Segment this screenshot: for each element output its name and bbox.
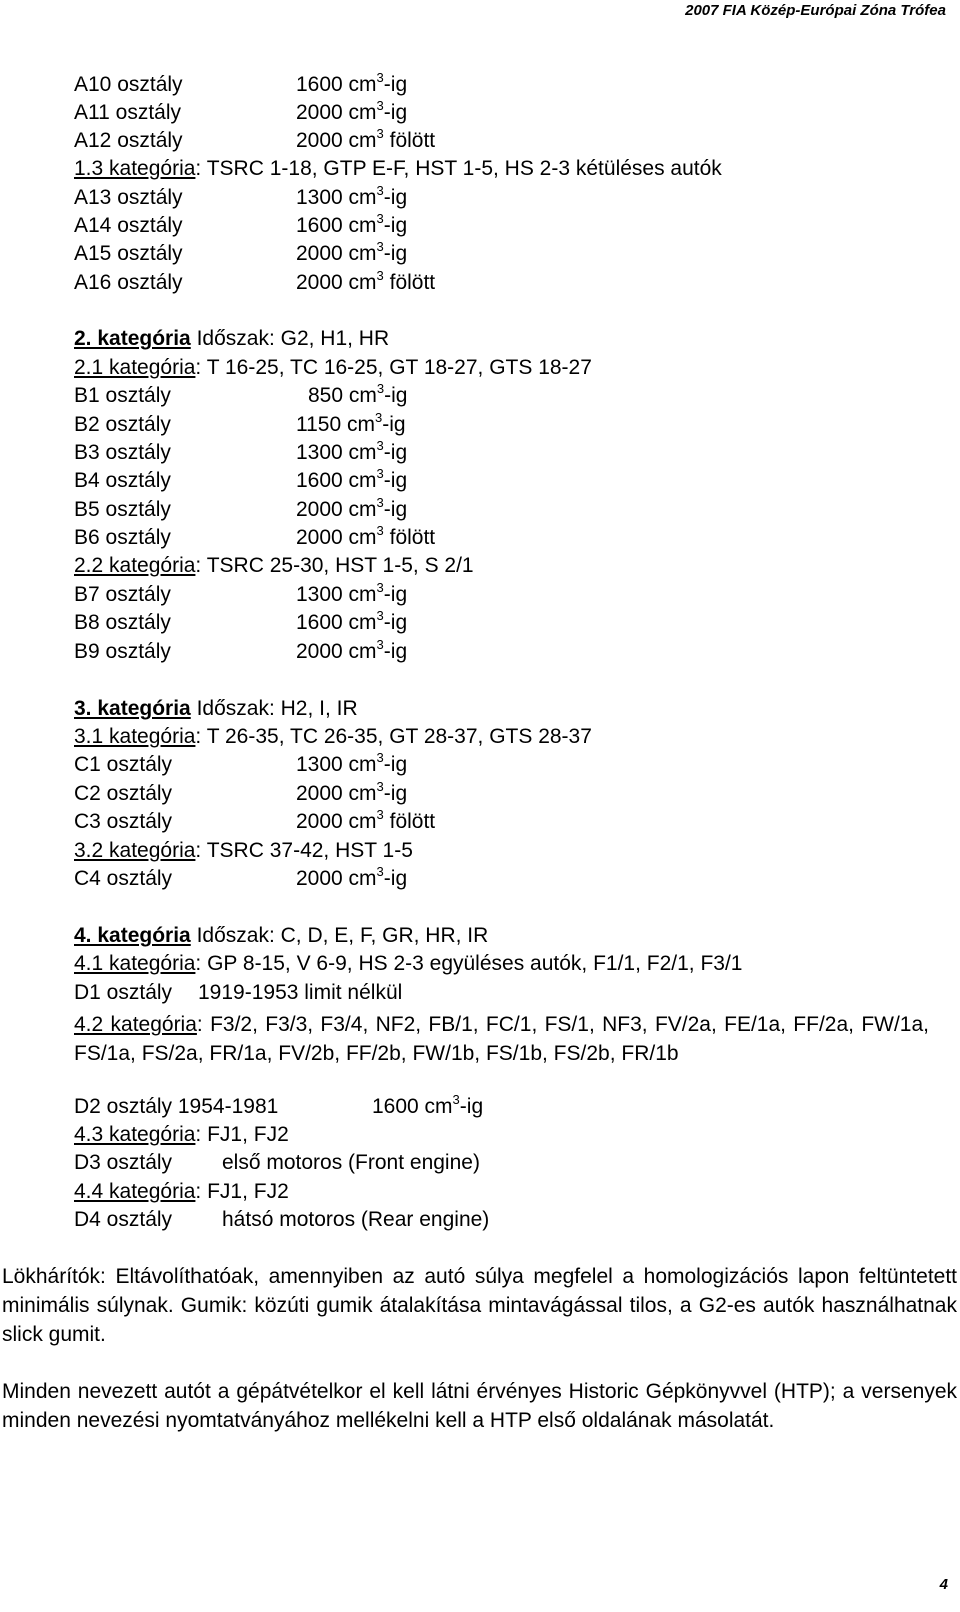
class-suffix: -ig (383, 611, 408, 634)
class-row-d2 (74, 1092, 484, 1118)
subcategory-text: : FJ1, FJ2 (195, 1123, 289, 1146)
superscript: 3 (376, 608, 384, 623)
subcategory-text: : F3/2, F3/3, F3/4, NF2, FB/1, FC/1, FS/1, NF3, FV/2a, FE/1a, FF/2a, FW/1a, FS/1a, FS/2a, FR/1a, FV/2b, FF/2b, FW/1b, FS/1b, FS/2b, FR/1b (74, 1013, 929, 1065)
superscript: 3 (376, 98, 384, 113)
superscript: 3 (376, 183, 384, 198)
subcategory-text: : T 16-25, TC 16-25, GT 18-27, GTS 18-27 (195, 356, 592, 379)
superscript: 3 (376, 807, 384, 822)
category-period: Időszak: H2, I, IR (190, 697, 358, 720)
category-title: 4. kategória (74, 924, 191, 947)
class-name: A16 osztály (74, 271, 183, 294)
subcategory-number: 4.4 kategória (74, 1180, 196, 1203)
class-row-b9 (74, 637, 408, 663)
category-period: Időszak: G2, H1, HR (190, 327, 390, 350)
class-row-a16 (74, 268, 436, 294)
class-name: D4 osztály (74, 1208, 173, 1231)
class-name: A14 osztály (74, 214, 183, 237)
class-size: 1300 cm (296, 753, 377, 776)
class-name: B8 osztály (74, 611, 171, 634)
subcategory-number: 4.3 kategória (74, 1123, 196, 1146)
subcategory-2-2 (74, 555, 474, 576)
class-row-a15 (74, 239, 408, 265)
class-row-c4 (74, 864, 408, 890)
class-size: 2000 cm (296, 867, 377, 890)
class-name: B5 osztály (74, 498, 171, 521)
subcategory-text: : T 26-35, TC 26-35, GT 28-37, GTS 28-37 (195, 725, 592, 748)
class-row-d4 (74, 1209, 489, 1230)
class-name: A15 osztály (74, 242, 183, 265)
class-size: 1600 cm (296, 469, 377, 492)
class-size: 2000 cm (296, 101, 377, 124)
class-name: B3 osztály (74, 441, 171, 464)
superscript: 3 (376, 637, 384, 652)
category-2-heading (74, 328, 389, 349)
class-row-b8 (74, 608, 408, 634)
class-size: 2000 cm (296, 271, 377, 294)
class-row-b4 (74, 466, 408, 492)
class-size: 2000 cm (296, 242, 377, 265)
class-name: D2 osztály 1954-1981 (74, 1095, 279, 1118)
class-row-a10 (74, 70, 408, 96)
class-suffix: -ig (383, 640, 408, 663)
superscript: 3 (376, 580, 384, 595)
class-size: 1600 cm (296, 214, 377, 237)
subcategory-3-2 (74, 840, 413, 861)
class-row-b7 (74, 580, 408, 606)
superscript: 3 (376, 779, 384, 794)
class-row-a13 (74, 183, 408, 209)
class-suffix: fölött (383, 526, 436, 549)
class-size: 2000 cm (296, 498, 377, 521)
class-row-a12 (74, 126, 436, 152)
class-name: A11 osztály (74, 101, 181, 124)
class-row-c2 (74, 779, 408, 805)
superscript: 3 (376, 239, 384, 254)
class-size: 850 cm (308, 384, 377, 407)
page-number: 4 (939, 1576, 948, 1593)
class-name: B9 osztály (74, 640, 171, 663)
superscript: 3 (376, 211, 384, 226)
superscript: 3 (376, 126, 384, 141)
class-suffix: -ig (383, 214, 408, 237)
class-size: 1150 cm (296, 413, 375, 436)
class-row-b1 (74, 381, 408, 407)
subcategory-number: 1.3 kategória (74, 157, 196, 180)
class-suffix: -ig (383, 583, 408, 606)
subcategory-text: : FJ1, FJ2 (195, 1180, 289, 1203)
class-suffix: -ig (383, 753, 408, 776)
class-name: A12 osztály (74, 129, 183, 152)
superscript: 3 (376, 864, 384, 879)
class-name: B7 osztály (74, 583, 171, 606)
subcategory-4-4 (74, 1181, 289, 1202)
subcategory-4-1 (74, 953, 742, 974)
class-name: C1 osztály (74, 753, 173, 776)
superscript: 3 (375, 410, 383, 425)
class-name: C2 osztály (74, 782, 173, 805)
class-row-b2 (74, 410, 406, 436)
subcategory-1-3 (74, 158, 722, 179)
document-header: 2007 FIA Közép-Európai Zóna Trófea (685, 2, 946, 19)
class-name: D1 osztály (74, 981, 173, 1004)
class-suffix: fölött (383, 810, 436, 833)
class-size: 1300 cm (296, 583, 377, 606)
superscript: 3 (376, 70, 384, 85)
class-suffix: -ig (383, 73, 408, 96)
class-name: A13 osztály (74, 186, 183, 209)
superscript: 3 (452, 1092, 460, 1107)
class-row-a14 (74, 211, 408, 237)
subcategory-4-2 (74, 1010, 929, 1068)
class-suffix: -ig (382, 413, 406, 436)
class-suffix: -ig (383, 782, 408, 805)
class-suffix: -ig (383, 242, 408, 265)
superscript: 3 (376, 523, 384, 538)
class-suffix: -ig (383, 441, 408, 464)
class-name: B1 osztály (74, 384, 171, 407)
class-suffix: -ig (459, 1095, 484, 1118)
class-row-b6 (74, 523, 436, 549)
subcategory-number: 2.2 kategória (74, 554, 196, 577)
class-suffix: -ig (383, 867, 408, 890)
class-size: 2000 cm (296, 526, 377, 549)
category-title: 2. kategória (74, 327, 191, 350)
superscript: 3 (376, 495, 384, 510)
category-3-heading (74, 698, 358, 719)
class-name: B2 osztály (74, 413, 171, 436)
class-name: C3 osztály (74, 810, 173, 833)
class-name: B6 osztály (74, 526, 171, 549)
class-row-c1 (74, 750, 408, 776)
category-4-heading (74, 925, 488, 946)
class-suffix: -ig (383, 101, 408, 124)
subcategory-number: 3.2 kategória (74, 839, 196, 862)
subcategory-3-1 (74, 726, 592, 747)
class-size: 1600 cm (372, 1095, 453, 1118)
superscript: 3 (376, 381, 385, 396)
subcategory-4-3 (74, 1124, 289, 1145)
subcategory-text: : GP 8-15, V 6-9, HS 2-3 együléses autók, F1/1, F2/1, F3/1 (195, 952, 743, 975)
class-size: 1600 cm (296, 73, 377, 96)
class-description: első motoros (Front engine) (222, 1151, 480, 1174)
subcategory-number: 4.1 kategória (74, 952, 196, 975)
class-name: B4 osztály (74, 469, 171, 492)
class-suffix: -ig (383, 498, 408, 521)
class-name: D3 osztály (74, 1151, 173, 1174)
class-suffix: fölött (383, 129, 436, 152)
class-description: hátsó motoros (Rear engine) (222, 1208, 490, 1231)
subcategory-2-1 (74, 357, 592, 378)
bumpers-tyres-paragraph: Lökhárítók: Eltávolíthatóak, amennyiben az autó súlya megfelel a homologizációs lapon feltüntetett minimális súlynak. Gumik: közúti gumik átalakítása mintavágással tilos, a G2-es autók használhatnak slick gumit. (2, 1265, 957, 1346)
subcategory-text: : TSRC 25-30, HST 1-5, S 2/1 (195, 554, 474, 577)
class-suffix: -ig (383, 469, 408, 492)
subcategory-number: 4.2 kategória (74, 1013, 197, 1036)
category-title: 3. kategória (74, 697, 191, 720)
class-row-a11 (74, 98, 408, 124)
class-row-c3 (74, 807, 436, 833)
class-suffix: -ig (384, 384, 408, 407)
class-name: A10 osztály (74, 73, 183, 96)
class-size: 1600 cm (296, 611, 377, 634)
subcategory-number: 3.1 kategória (74, 725, 196, 748)
class-name: C4 osztály (74, 867, 173, 890)
class-row-d1 (74, 982, 402, 1003)
class-size: 2000 cm (296, 810, 377, 833)
superscript: 3 (376, 438, 384, 453)
class-suffix: -ig (383, 186, 408, 209)
class-size: 1300 cm (296, 441, 377, 464)
class-suffix: fölött (383, 271, 436, 294)
superscript: 3 (376, 466, 384, 481)
class-row-d3 (74, 1152, 480, 1173)
class-size: 2000 cm (296, 782, 377, 805)
class-description: 1919-1953 limit nélkül (198, 981, 403, 1004)
superscript: 3 (376, 750, 384, 765)
subcategory-text: : TSRC 1-18, GTP E-F, HST 1-5, HS 2-3 kétüléses autók (195, 157, 722, 180)
class-size: 2000 cm (296, 640, 377, 663)
htp-paragraph: Minden nevezett autót a gépátvételkor el kell látni érvényes Historic Gépkönyvvel (HTP); a versenyek minden nevezési nyomtatványához mellékelni kell a HTP első oldalának másolatát. (2, 1380, 957, 1432)
subcategory-text: : TSRC 37-42, HST 1-5 (195, 839, 413, 862)
class-row-b3 (74, 438, 408, 464)
class-row-b5 (74, 495, 408, 521)
category-period: Időszak: C, D, E, F, GR, HR, IR (190, 924, 489, 947)
class-size: 1300 cm (296, 186, 377, 209)
superscript: 3 (376, 268, 384, 283)
class-size: 2000 cm (296, 129, 377, 152)
subcategory-number: 2.1 kategória (74, 356, 196, 379)
